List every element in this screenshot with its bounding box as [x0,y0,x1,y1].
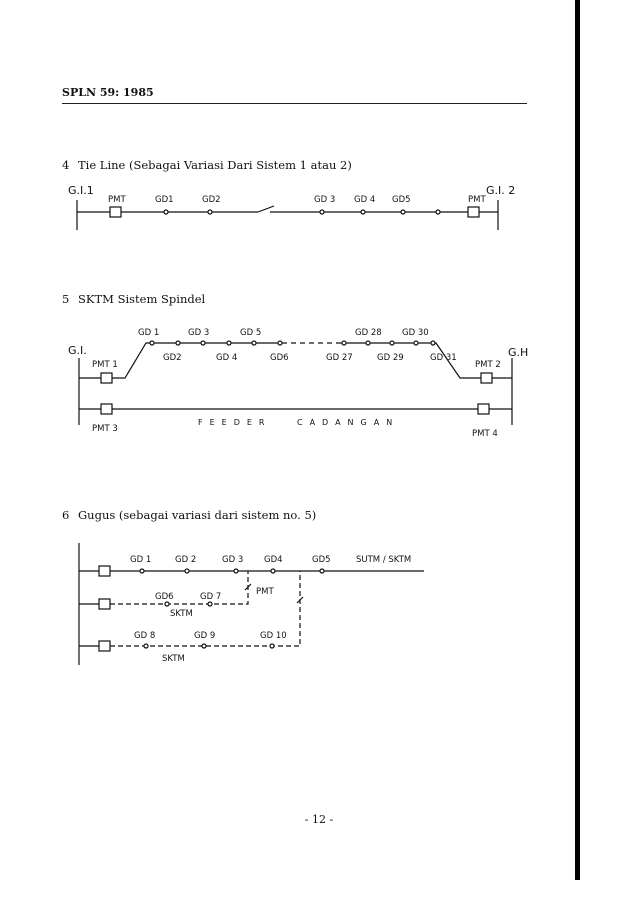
gd-label: GD 1 [138,328,160,338]
gi1-label: G.I.1 [68,184,94,197]
gd-label: GD 30 [402,328,429,338]
row1-breaker [99,566,110,576]
gd-label: GD 28 [355,328,382,338]
gd-node [176,341,180,345]
tie-line-diagram [77,200,498,230]
sutm-sktm-label: SUTM / SKTM [356,555,412,565]
gd-label: GD1 [155,195,174,205]
gd-label: GD6 [155,592,174,602]
gd-label: GD 3 [222,555,244,565]
feeder-label: FEEDER [198,418,272,427]
gd-label: GD2 [163,353,182,363]
gd-node [234,569,238,573]
gd-node [150,341,154,345]
pmt1-breaker [101,373,112,383]
gi-label: G.I. [68,344,87,357]
gd-label: GD 2 [175,555,197,565]
gd-node [202,644,206,648]
gd-label: GD 3 [188,328,210,338]
gh-label: G.H [508,346,529,359]
pmt1-label: PMT 1 [92,360,118,370]
page-number: - 12 - [304,813,334,826]
document-header: SPLN 59: 1985 [62,86,154,99]
gd-label: GD 8 [134,631,156,641]
feeder-line [338,343,481,378]
gd-node [366,341,370,345]
row2-breaker [99,599,110,609]
gd-label: GD 5 [240,328,262,338]
open-switch [258,206,274,212]
gd-node [208,210,212,214]
gd-label: GD2 [202,195,221,205]
gd-node [401,210,405,214]
pmt-label: PMT [256,587,274,597]
gd-node [252,341,256,345]
gd-node [140,569,144,573]
pmt3-breaker [101,404,112,414]
pmt4-label: PMT 4 [472,429,498,439]
pmt2-breaker [481,373,492,383]
section-5-number: 5 [62,292,70,306]
gd-node [320,569,324,573]
gd-label: GD6 [270,353,289,363]
section-6-number: 6 [62,508,70,522]
gd-node [227,341,231,345]
gd-label: GD 1 [130,555,152,565]
gd-label: GD 9 [194,631,216,641]
gd-label: GD5 [392,195,411,205]
cadangan-label: CADANGAN [297,418,400,427]
section-4-text: Tie Line (Sebagai Variasi Dari Sistem 1 atau 2) [78,158,352,172]
gd-node [390,341,394,345]
gd-node [208,602,212,606]
sktm-label: SKTM [170,609,193,619]
pmt4-breaker [478,404,489,414]
pmt-right-label: PMT [468,195,486,205]
pmt3-label: PMT 3 [92,424,118,434]
gd-label: GD 7 [200,592,222,602]
gd-node [271,569,275,573]
gd-node [342,341,346,345]
gd-node [164,210,168,214]
gd-node [414,341,418,345]
gd-node [165,602,169,606]
gd-node [436,210,440,214]
gd-label: GD 10 [260,631,287,641]
gd-node [361,210,365,214]
gd-node [320,210,324,214]
gd-node [185,569,189,573]
pmt-left-label: PMT [108,195,126,205]
row2-dashed [110,571,248,604]
gd-node [201,341,205,345]
gd-label: GD 4 [216,353,238,363]
pmt-left-breaker [110,207,121,217]
section-5-suffix: Spindel [161,292,206,306]
pmt2-label: PMT 2 [475,360,501,370]
row3-breaker [99,641,110,651]
gd-node [144,644,148,648]
gd-label: GD 4 [354,195,376,205]
gd-label: GD4 [264,555,283,565]
feeder-line [112,343,282,378]
section-6-text: Gugus (sebagai variasi dari sistem no. 5) [78,508,317,522]
section-5-text: SKTM Sistem [78,292,158,306]
pmt-right-breaker [468,207,479,217]
gd-label: GD 27 [326,353,353,363]
gd-label: GD 31 [430,353,457,363]
gd-label: GD5 [312,555,331,565]
sktm-label: SKTM [162,654,185,664]
section-4-number: 4 [62,158,70,172]
gd-node [270,644,274,648]
gi2-label: G.I. 2 [486,184,516,197]
gd-node [278,341,282,345]
gd-label: GD 29 [377,353,404,363]
gd-label: GD 3 [314,195,336,205]
gd-node [431,341,435,345]
